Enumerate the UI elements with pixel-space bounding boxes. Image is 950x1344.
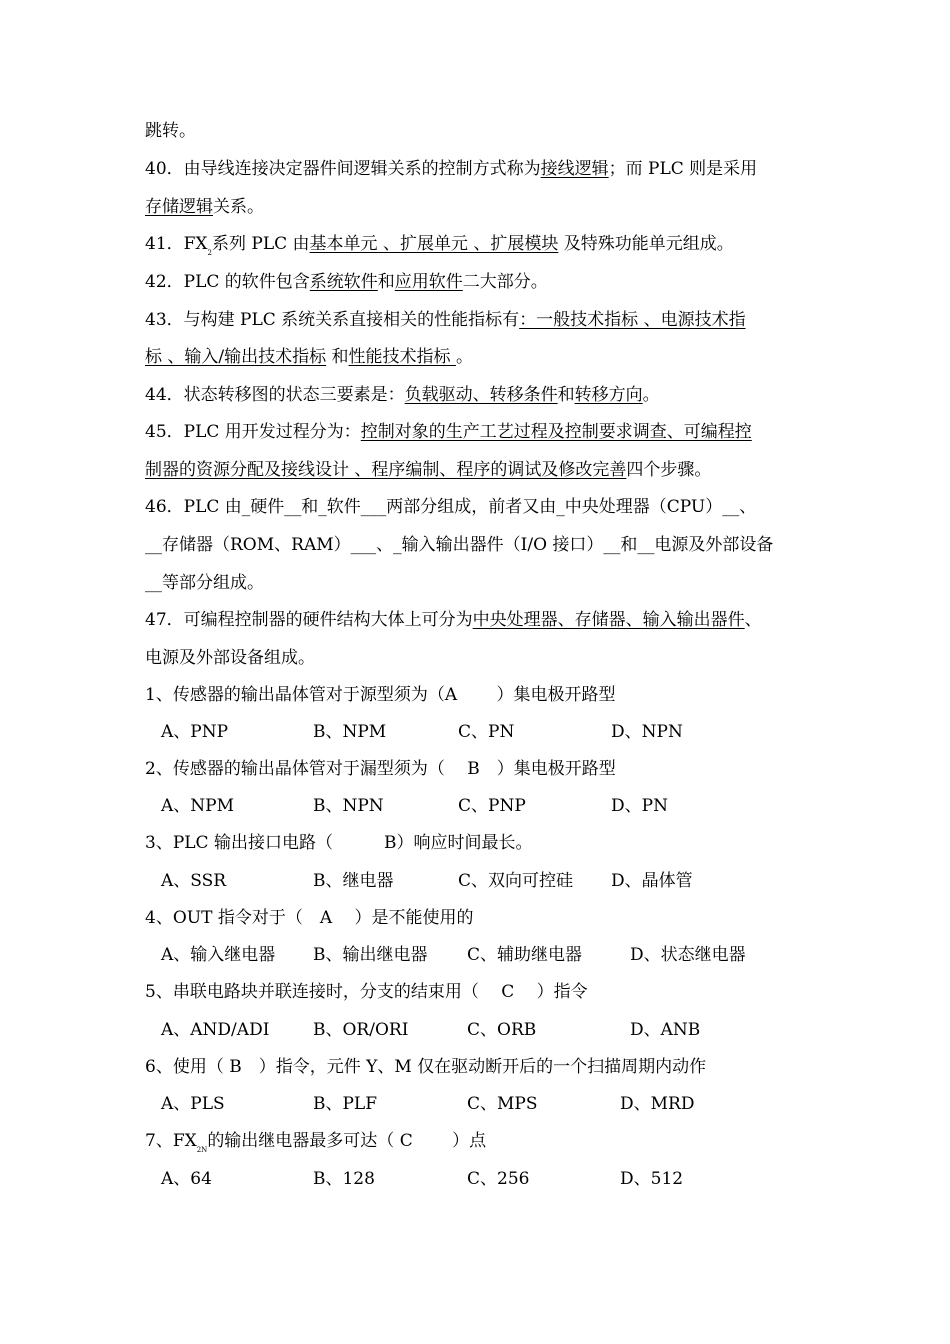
q47-text-2: 、 [744, 610, 762, 630]
q40-text-3: 关系。 [213, 197, 264, 217]
q41-text-2: 系列 PLC 由 [212, 234, 310, 254]
mc7-text: 7、FX [145, 1131, 197, 1151]
question-46-line2: __存储器（ROM、RAM）___、_输入输出器件（I/O 接口）__和__电源及外部设备 [145, 535, 774, 555]
q42-answer-2: 应用软件 [394, 272, 463, 292]
q41-answer: 基本单元 、扩展单元 、扩展模块 [309, 234, 559, 254]
mc7-option-c: C、256 [467, 1169, 530, 1189]
question-42 [145, 272, 548, 292]
q43-answer-1: ：一般技术指标 、电源技术指 [519, 310, 746, 330]
mc4-option-d: D、状态继电器 [630, 945, 746, 965]
mc5-option-b: B、OR/ORI [313, 1020, 409, 1040]
mc2-option-d: D、PN [611, 796, 668, 816]
q45-answer-1: 控制对象的生产工艺过程及控制要求调查、可编程控 [360, 422, 752, 442]
q40-text-2: ；而 PLC 则是采用 [608, 159, 758, 179]
mc-question-2: 2、传感器的输出晶体管对于漏型须为（ B ）集电极开路型 [145, 759, 616, 779]
mc4-option-c: C、辅助继电器 [467, 945, 583, 965]
q43-text-2: 和 [326, 347, 349, 367]
question-41 [145, 234, 734, 263]
q47-text: 47．可编程控制器的硬件结构大体上可分为 [145, 610, 473, 630]
q43-answer-2: 标 、输入/输出技术指标 [145, 347, 327, 367]
q45-text: 45．PLC 用开发过程分为： [145, 422, 361, 442]
mc4-option-a: A、输入继电器 [161, 945, 276, 965]
q42-answer-1: 系统软件 [309, 272, 378, 292]
q45-answer-2: 制器的资源分配及接线设计 、程序编制、程序的调试及修改完善 [145, 460, 627, 480]
mc5-option-a: A、AND/ADI [161, 1020, 270, 1040]
question-43 [145, 310, 746, 330]
mc1-option-d: D、NPN [611, 722, 683, 742]
mc3-option-d: D、晶体管 [611, 871, 693, 891]
mc1-option-b: B、NPM [313, 722, 387, 742]
q40-answer-1: 接线逻辑 [540, 159, 609, 179]
question-46: 46．PLC 由_硬件__和_软件___两部分组成，前者又由_中央处理器（CPU）__、 [145, 497, 757, 517]
question-45-line2 [145, 460, 711, 480]
q40-text: 40．由导线连接决定器件间逻辑关系的控制方式称为 [145, 159, 541, 179]
mc2-option-c: C、PNP [458, 796, 526, 816]
mc4-option-b: B、输出继电器 [313, 945, 428, 965]
question-40 [145, 159, 757, 179]
mc7-option-a: A、64 [161, 1169, 212, 1189]
mc6-option-b: B、PLF [313, 1094, 378, 1114]
q44-text: 44．状态转移图的状态三要素是： [145, 385, 405, 405]
q43-text-3: 。 [455, 347, 473, 367]
question-40-line2 [145, 197, 264, 217]
q47-answer: 中央处理器、存储器、输入输出器件 [472, 610, 745, 630]
q44-text-3: 。 [642, 385, 660, 405]
mc2-option-a: A、NPM [161, 796, 234, 816]
q44-text-2: 和 [557, 385, 575, 405]
text-line: 跳转。 [145, 121, 196, 141]
mc5-option-c: C、ORB [467, 1020, 537, 1040]
question-43-line2 [145, 347, 473, 367]
q42-text-2: 和 [377, 272, 395, 292]
question-46-line3: __等部分组成。 [145, 573, 264, 593]
question-45 [145, 422, 752, 442]
mc1-option-a: A、PNP [161, 722, 229, 742]
question-44 [145, 385, 660, 405]
mc-question-3: 3、PLC 输出接口电路（ B）响应时间最长。 [145, 833, 533, 853]
q42-text: 42．PLC 的软件包含 [145, 272, 310, 292]
mc7-option-b: B、128 [313, 1169, 375, 1189]
q44-answer-2: 转移方向 [574, 385, 643, 405]
mc-question-4: 4、OUT 指令对于（ A ）是不能使用的 [145, 908, 474, 928]
mc3-option-b: B、继电器 [313, 871, 394, 891]
mc6-option-c: C、MPS [467, 1094, 538, 1114]
mc-question-7 [145, 1131, 486, 1160]
mc3-option-a: A、SSR [161, 871, 227, 891]
mc-question-5: 5、串联电路块并联连接时，分支的结束用（ C ）指令 [145, 982, 588, 1002]
q40-answer-2: 存储逻辑 [145, 197, 213, 217]
mc3-option-c: C、双向可控硅 [458, 871, 574, 891]
q44-answer-1: 负载驱动、转移条件 [404, 385, 558, 405]
mc7-option-d: D、512 [620, 1169, 684, 1189]
q42-text-3: 二大部分。 [462, 272, 548, 292]
q41-text-3: 及特殊功能单元组成。 [558, 234, 734, 254]
mc-question-1: 1、传感器的输出晶体管对于源型须为（A ）集电极开路型 [145, 685, 616, 705]
question-47 [145, 610, 762, 630]
mc2-option-b: B、NPN [313, 796, 384, 816]
mc7-text-2: 的输出继电器最多可达（ C ）点 [207, 1131, 487, 1151]
mc-question-6: 6、使用（ B ）指令，元件 Y、M 仅在驱动断开后的一个扫描周期内动作 [145, 1057, 707, 1077]
q43-text: 43．与构建 PLC 系统关系直接相关的性能指标有 [145, 310, 520, 330]
q45-text-2: 四个步骤。 [626, 460, 712, 480]
q43-answer-3: 性能技术指标 [348, 347, 456, 367]
mc1-option-c: C、PN [458, 722, 515, 742]
mc7-subscript: 2N [196, 1146, 208, 1154]
mc5-option-d: D、ANB [630, 1020, 701, 1040]
mc6-option-d: D、MRD [620, 1094, 695, 1114]
q41-subscript: 2 [207, 249, 212, 257]
question-47-line2: 电源及外部设备组成。 [145, 648, 315, 668]
mc6-option-a: A、PLS [161, 1094, 225, 1114]
q41-text: 41．FX [145, 234, 208, 254]
